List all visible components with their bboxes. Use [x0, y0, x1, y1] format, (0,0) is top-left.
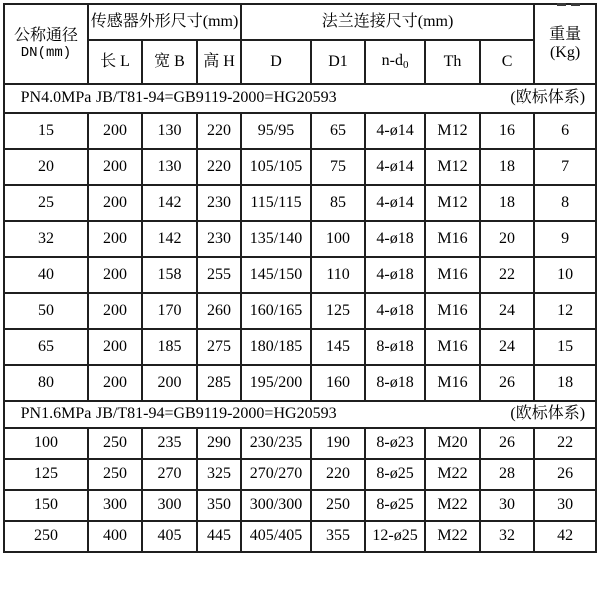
table-cell: 28 — [480, 459, 534, 490]
section-band-cell — [4, 84, 596, 113]
table-cell: 200 — [88, 113, 142, 149]
pn-rating-label: PN4.0MPa — [20, 89, 92, 107]
table-cell: M22 — [425, 490, 480, 521]
table-cell: 230 — [197, 185, 241, 221]
table-row — [4, 185, 596, 221]
table-cell: 20 — [4, 149, 88, 185]
table-cell: 8-ø25 — [365, 459, 425, 490]
table-cell: 30 — [480, 490, 534, 521]
table-cell: 25 — [4, 185, 88, 221]
pn-rating-label: PN1.6MPa — [20, 405, 92, 423]
table-cell: 255 — [197, 257, 241, 293]
table-cell: 4-ø18 — [365, 221, 425, 257]
table-cell: 100 — [311, 221, 365, 257]
table-cell: 18 — [480, 149, 534, 185]
table-row — [4, 365, 596, 401]
table-cell: 110 — [311, 257, 365, 293]
table-cell: 24 — [480, 329, 534, 365]
table-cell: 18 — [480, 185, 534, 221]
header-d1: D1 — [311, 40, 365, 84]
header-n-d0-base: n-d — [381, 52, 403, 70]
table-cell: 4-ø18 — [365, 293, 425, 329]
table-cell: 170 — [142, 293, 197, 329]
header-c: C — [480, 40, 534, 84]
table-cell: 26 — [534, 459, 596, 490]
table-cell: 7 — [534, 149, 596, 185]
table-cell: 4-ø14 — [365, 113, 425, 149]
table-cell: 200 — [88, 149, 142, 185]
table-cell: 12-ø25 — [365, 521, 425, 552]
table-cell: 300 — [88, 490, 142, 521]
header-width: 宽 B — [142, 40, 197, 84]
table-cell: 160 — [311, 365, 365, 401]
table-cell: 180/185 — [241, 329, 311, 365]
header-flange-dimensions-group: 法兰连接尺寸(mm) — [241, 4, 534, 40]
table-cell: 158 — [142, 257, 197, 293]
table-cell: 65 — [4, 329, 88, 365]
table-cell: 30 — [534, 490, 596, 521]
table-cell: 75 — [311, 149, 365, 185]
table-cell: 250 — [88, 428, 142, 459]
table-cell: 10 — [534, 257, 596, 293]
table-row — [4, 428, 596, 459]
table-cell: 32 — [480, 521, 534, 552]
header-row-groups — [4, 4, 596, 40]
table-cell: 125 — [4, 459, 88, 490]
table-row — [4, 490, 596, 521]
header-d: D — [241, 40, 311, 84]
table-cell: 15 — [534, 329, 596, 365]
table-row — [4, 221, 596, 257]
table-cell: 142 — [142, 185, 197, 221]
table-cell: 290 — [197, 428, 241, 459]
table-cell: 85 — [311, 185, 365, 221]
table-cell: 160/165 — [241, 293, 311, 329]
header-sensor-dimensions-group: 传感器外形尺寸(mm) — [88, 4, 241, 40]
table-cell: M22 — [425, 459, 480, 490]
table-cell: 250 — [88, 459, 142, 490]
table-row — [4, 459, 596, 490]
table-cell: 26 — [480, 365, 534, 401]
table-cell: 65 — [311, 113, 365, 149]
table-cell: 4-ø14 — [365, 149, 425, 185]
table-cell: 95/95 — [241, 113, 311, 149]
table-cell: 100 — [4, 428, 88, 459]
section-band-pn16 — [4, 401, 596, 428]
table-cell: 200 — [142, 365, 197, 401]
table-cell: 220 — [197, 113, 241, 149]
table-cell: 16 — [480, 113, 534, 149]
table-cell: M20 — [425, 428, 480, 459]
table-cell: 275 — [197, 329, 241, 365]
header-th: Th — [425, 40, 480, 84]
header-height: 高 H — [197, 40, 241, 84]
header-weight — [534, 4, 596, 84]
header-length: 长 L — [88, 40, 142, 84]
table-cell: 130 — [142, 149, 197, 185]
table-cell: 15 — [4, 113, 88, 149]
table-cell: 142 — [142, 221, 197, 257]
table-row — [4, 113, 596, 149]
table-cell: 80 — [4, 365, 88, 401]
section-band-cell — [4, 401, 596, 428]
table-cell: 300 — [142, 490, 197, 521]
table-cell: 8-ø23 — [365, 428, 425, 459]
table-row — [4, 293, 596, 329]
table-cell: M12 — [425, 185, 480, 221]
table-cell: 145 — [311, 329, 365, 365]
table-cell: 355 — [311, 521, 365, 552]
table-cell: 8 — [534, 185, 596, 221]
table-cell: 230/235 — [241, 428, 311, 459]
table-cell: 200 — [88, 293, 142, 329]
table-cell: 220 — [311, 459, 365, 490]
table-cell: M12 — [425, 113, 480, 149]
standard-code: JB/T81-94=GB9119-2000=HG20593 — [96, 89, 337, 107]
table-row — [4, 521, 596, 552]
table-cell: 285 — [197, 365, 241, 401]
header-n-d0-subscript: 0 — [402, 59, 409, 72]
table-cell: M22 — [425, 521, 480, 552]
table-row — [4, 329, 596, 365]
table-cell: 200 — [88, 257, 142, 293]
table-cell: 195/200 — [241, 365, 311, 401]
cropped-text-fragment — [557, 3, 581, 6]
section-band-pn4 — [4, 84, 596, 113]
table-cell: 200 — [88, 221, 142, 257]
table-cell: M16 — [425, 221, 480, 257]
table-cell: 250 — [311, 490, 365, 521]
header-weight-title: 重量 — [549, 25, 582, 43]
table-cell: 4-ø18 — [365, 257, 425, 293]
table-row — [4, 149, 596, 185]
standard-system-note: (欧标体系) — [510, 89, 586, 107]
header-dn-unit: DN(mm) — [20, 45, 72, 62]
table-cell: 18 — [534, 365, 596, 401]
table-cell: 50 — [4, 293, 88, 329]
table-cell: 325 — [197, 459, 241, 490]
table-cell: 24 — [480, 293, 534, 329]
table-cell: 9 — [534, 221, 596, 257]
table-cell: 300/300 — [241, 490, 311, 521]
header-weight-unit: (Kg) — [549, 44, 581, 61]
table-cell: 405/405 — [241, 521, 311, 552]
table-cell: 26 — [480, 428, 534, 459]
table-cell: M16 — [425, 329, 480, 365]
table-cell: 42 — [534, 521, 596, 552]
table-cell: 125 — [311, 293, 365, 329]
table-cell: 8-ø25 — [365, 490, 425, 521]
table-cell: 190 — [311, 428, 365, 459]
table-cell: 145/150 — [241, 257, 311, 293]
table-cell: 8-ø18 — [365, 365, 425, 401]
table-cell: 22 — [480, 257, 534, 293]
header-n-d0 — [365, 40, 425, 84]
table-cell: 350 — [197, 490, 241, 521]
table-cell: M16 — [425, 257, 480, 293]
table-cell: 185 — [142, 329, 197, 365]
table-cell: 270 — [142, 459, 197, 490]
table-cell: 135/140 — [241, 221, 311, 257]
table-cell: 40 — [4, 257, 88, 293]
standard-system-note: (欧标体系) — [510, 405, 586, 423]
table-cell: 200 — [88, 329, 142, 365]
standard-code: JB/T81-94=GB9119-2000=HG20593 — [96, 405, 337, 423]
table-cell: 150 — [4, 490, 88, 521]
table-cell: 220 — [197, 149, 241, 185]
table-cell: 200 — [88, 185, 142, 221]
table-cell: 6 — [534, 113, 596, 149]
table-cell: 12 — [534, 293, 596, 329]
table-cell: 32 — [4, 221, 88, 257]
spec-table — [3, 3, 597, 553]
table-cell: 235 — [142, 428, 197, 459]
table-cell: 260 — [197, 293, 241, 329]
header-row-subcolumns — [4, 40, 596, 84]
table-row — [4, 257, 596, 293]
header-dn-title: 公称通径 — [13, 26, 78, 44]
table-cell: 130 — [142, 113, 197, 149]
table-cell: 405 — [142, 521, 197, 552]
table-cell: 400 — [88, 521, 142, 552]
table-cell: 200 — [88, 365, 142, 401]
table-cell: M16 — [425, 365, 480, 401]
table-cell: 270/270 — [241, 459, 311, 490]
table-cell: 115/115 — [241, 185, 311, 221]
header-nominal-diameter — [4, 4, 88, 84]
table-cell: 22 — [534, 428, 596, 459]
table-cell: 20 — [480, 221, 534, 257]
table-cell: 4-ø14 — [365, 185, 425, 221]
table-cell: 105/105 — [241, 149, 311, 185]
table-cell: 445 — [197, 521, 241, 552]
table-cell: 8-ø18 — [365, 329, 425, 365]
table-cell: M12 — [425, 149, 480, 185]
table-cell: 230 — [197, 221, 241, 257]
table-cell: 250 — [4, 521, 88, 552]
table-cell: M16 — [425, 293, 480, 329]
